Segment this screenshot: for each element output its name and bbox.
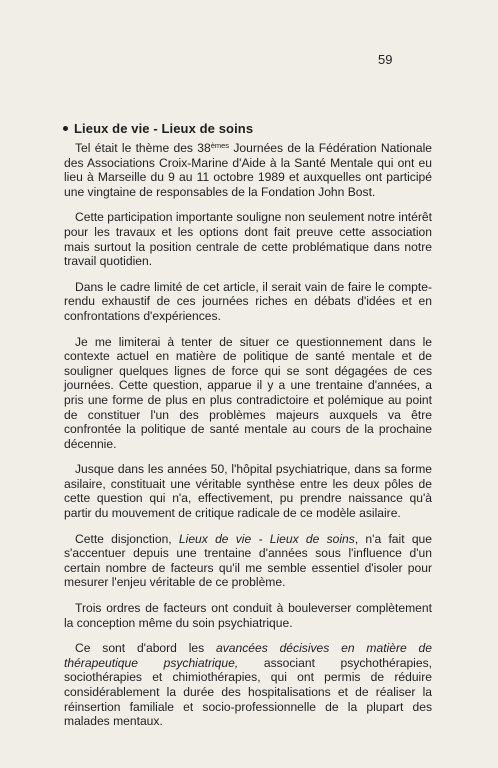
ordinal-superscript: èmes xyxy=(210,141,230,150)
paragraph-7: Trois ordres de facteurs ont conduit à bouleverser complètement la conception même du soin psychiatrique. xyxy=(64,601,432,630)
paragraph-6 xyxy=(64,532,432,590)
paragraph-2: Cette participation importante souligne non seulement notre intérêt pour les travaux et les options dont fait preuve cette association mais surtout la position centrale de cette problématique dans notre travail quotidien. xyxy=(64,210,432,269)
paragraph-5: Jusque dans les années 50, l'hôpital psychiatrique, dans sa forme asilaire, constituait une véritable synthèse entre les deux pôles de cette question qui n'a, effectivement, pu prendre naissance qu'à partir du mouvement de critique radicale de ce modèle asilaire. xyxy=(64,462,432,521)
paragraph-6-italic-title: Lieux de vie - Lieux de soins xyxy=(178,531,355,546)
paragraph-1-text-end: Journées de la Fédération Nationale des Associations Croix-Marine d'Aide à la Santé Mentale qui ont eu lieu à Marseille du 9 au 11 octobre 1989 et auxquelles ont participé une vingtaine de responsables de la Fondation John Bost. xyxy=(64,141,432,199)
paragraph-8-italic-emphasis: avancées décisives en matière de thérapeutique psychiatrique, xyxy=(64,641,432,670)
paragraph-6-text-end: , n'a fait que s'accentuer depuis une trentaine d'années sous l'influence d'un certain nombre de facteurs qu'il me semble essentiel d'isoler pour mesurer l'enjeu véritable de ce problème. xyxy=(64,531,432,590)
paragraph-8 xyxy=(64,641,432,729)
section-heading xyxy=(63,121,253,136)
paragraph-6-text-start: Cette disjonction, xyxy=(75,531,179,546)
article-body xyxy=(64,141,432,740)
paragraph-1-text-start: Tel était le thème des 38 xyxy=(75,141,211,155)
paragraph-1 xyxy=(64,141,432,199)
page-number: 59 xyxy=(378,52,393,67)
paragraph-8-text-end: associant psychothérapies, sociothérapies et chimiothérapies, qui ont permis de réduire considérablement la durée des hospitalisations et de réaliser la réinsertion familiale et socio-professionnelle de la plupart des malades mentaux. xyxy=(64,655,432,729)
paragraph-8-text-start: Ce sont d'abord les xyxy=(75,641,216,656)
paragraph-4: Je me limiterai à tenter de situer ce questionnement dans le contexte actuel en matière de politique de santé mentale et de souligner quelques lignes de force qui se sont dégagées de ces journées. Cette question, apparue il y a une trentaine d'années, a pris une forme de plus en plus contradictoire et polémique au point de constituer l'un des problèmes majeurs auxquels va être confrontée la politique de santé mentale au cours de la prochaine décennie. xyxy=(64,334,432,451)
section-heading-text: Lieux de vie - Lieux de soins xyxy=(74,121,254,136)
bullet-icon xyxy=(63,126,68,131)
paragraph-3: Dans le cadre limité de cet article, il serait vain de faire le compte-rendu exhaustif de ces journées riches en débats d'idées et en confrontations d'expériences. xyxy=(64,279,432,323)
